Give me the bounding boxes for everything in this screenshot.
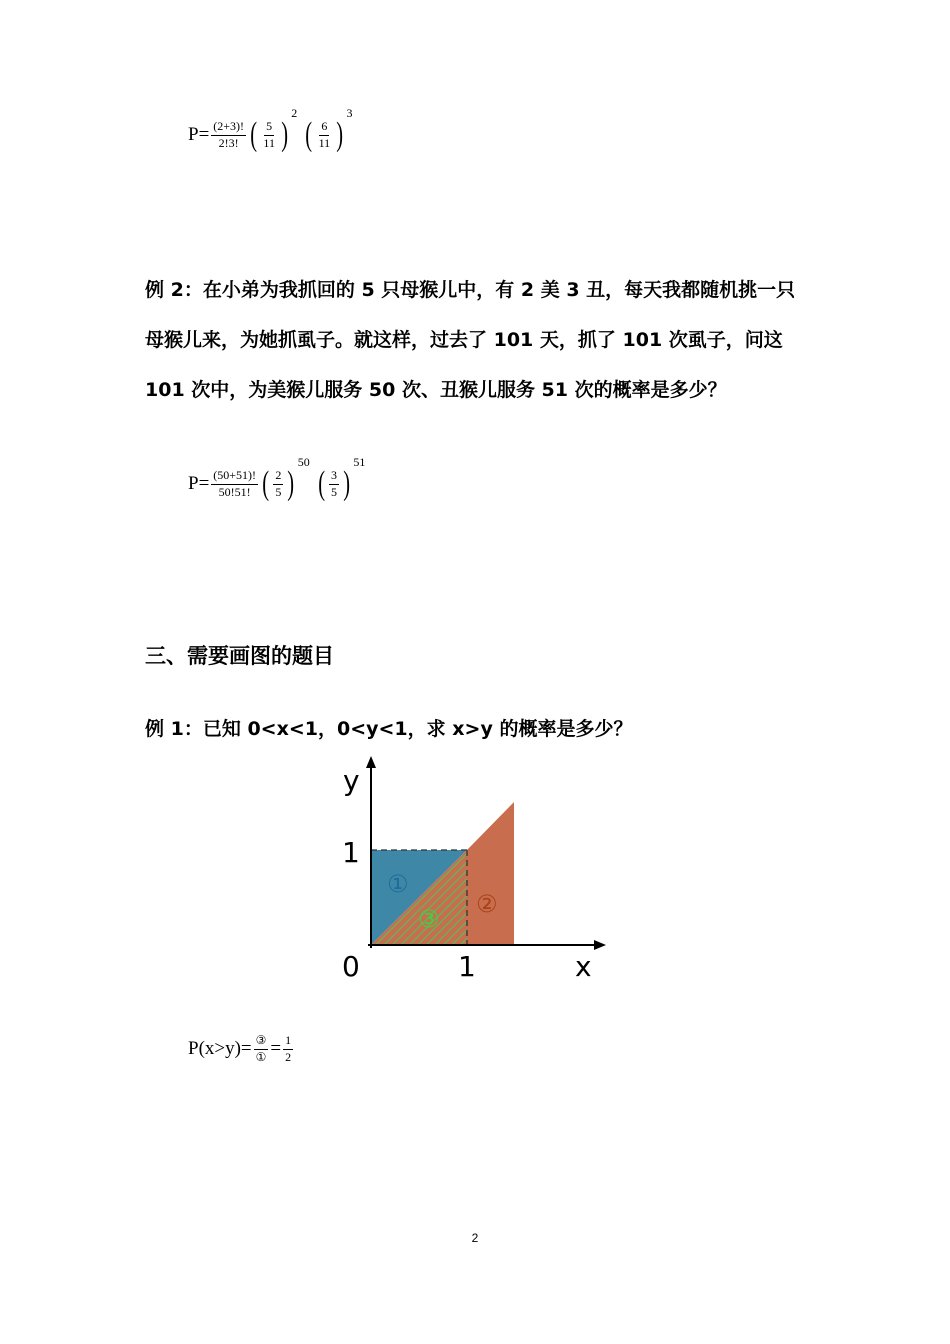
formula-1-term-1-exponent: 2 [291,106,298,120]
formula-2-term-1-numerator: 2 [273,469,283,485]
formula-3 [188,1034,295,1065]
formula-3-denominator: ① [255,1049,267,1064]
y-axis-arrow [366,756,376,768]
formula-2-term-1-denominator: 5 [275,484,282,499]
formula-1-term-1: ( $\frac{5}{11}$ ) [250,116,289,153]
x-tick-label: 1 [458,950,476,983]
formula-2-term-1: ( $\frac{2}{5}$ ) [262,465,295,502]
region-1-label: ① [387,870,409,898]
formula-2-lhs: P= [188,473,210,494]
formula-2-term-2-exponent: 51 [353,455,366,469]
formula-3-lhs: P(x>y)= [188,1038,252,1060]
formula-1-term-2-exponent: 3 [346,106,353,120]
x-axis-label: x [575,950,592,983]
formula-2-term-2-denominator: 5 [331,484,338,499]
formula-1-denominator: 2!3! [218,135,239,150]
formula-1-term-2: ( $\frac{6}{11}$ ) [305,116,344,153]
y-tick-label: 1 [342,836,360,869]
region-2-label: ② [476,890,498,918]
formula-2-denominator: 50!51! [218,484,251,499]
formula-3-result-denominator: 2 [285,1049,292,1064]
section-3-heading: 三、需要画图的题目 [145,644,334,668]
formula-3-numerator: ③ [254,1034,269,1050]
formula-1-term-2-numerator: 6 [319,120,329,136]
x-axis-arrow [594,940,606,950]
y-axis-label: y [343,764,360,797]
region-2 [467,802,514,945]
formula-2-term-2: ( $\frac{3}{5}$ ) [317,465,351,502]
formula-3-fraction-1 [254,1034,269,1065]
formula-1-lhs: P= [188,124,210,145]
formula-1-fraction [211,120,246,151]
formula-2 [188,455,371,502]
formula-3-result-numerator: 1 [283,1034,293,1050]
formula-1-numerator: (2+3)! [211,120,246,136]
formula-1 [188,106,359,153]
formula-2-numerator: (50+51)! [211,469,258,485]
formula-1-term-1-denominator: 11 [263,135,275,150]
formula-1-term-1-numerator: 5 [264,120,274,136]
formula-3-equals: = [270,1038,282,1060]
formula-2-fraction [211,469,258,500]
origin-label: 0 [342,950,360,983]
region-3-label: ③ [418,905,440,933]
formula-2-term-1-exponent: 50 [297,455,310,469]
example-1-question: 例 1：已知 0<x<1，0<y<1，求 x>y 的概率是多少？ [145,718,633,740]
formula-3-fraction-2 [283,1034,293,1065]
formula-1-term-2-denominator: 11 [318,135,331,150]
example-2-paragraph: 例 2：在小弟为我抓回的 5 只母猴儿中，有 2 美 3 丑，每天我都随机挑一只母猴儿来，为她抓虱子。就这样，过去了 101 天，抓了 101 次虱子，问这 101 次中，为美猴儿服务 50 次、丑猴儿服务 51 次的概率是多少？ [145,279,796,401]
formula-2-term-2-numerator: 3 [329,469,339,485]
probability-diagram [330,752,620,992]
page-number: 2 [471,1231,479,1245]
